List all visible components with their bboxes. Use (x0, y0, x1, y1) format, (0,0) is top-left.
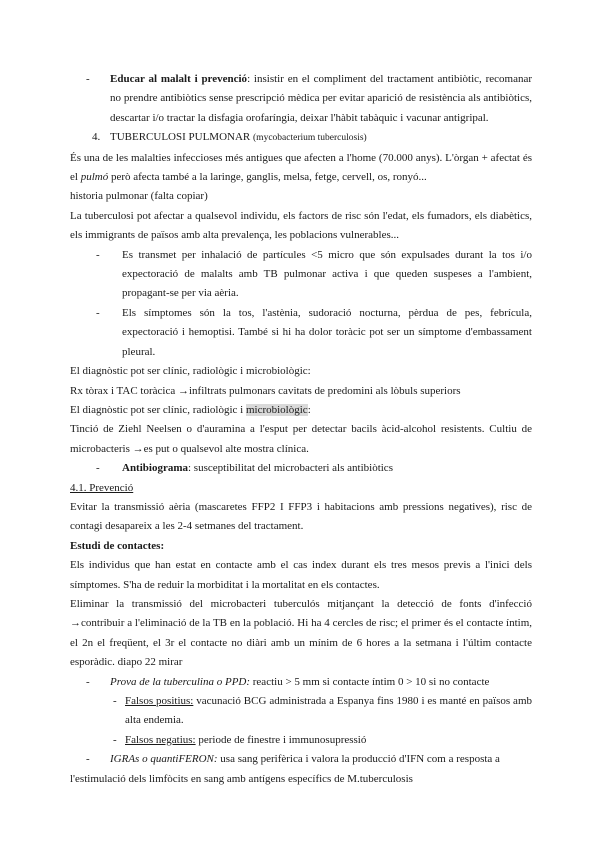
list-marker: - (113, 733, 117, 746)
para-eliminar-transmissio (70, 595, 532, 673)
list-marker: 4. (92, 131, 101, 144)
text-run: historia pulmonar (falta copiar) (70, 190, 208, 203)
text-run: : susceptibilitat del microbacteri als antibiòtics (188, 462, 393, 475)
para-individus-contacte (70, 556, 532, 595)
bullet-falsos-negatius (70, 731, 532, 750)
text-run: Rx tòrax i TAC toràcica →infiltrats pulmonars cavitats de predomini als lòbuls superiors (70, 384, 461, 397)
falsos-negatius-label: Falsos negatius: (125, 733, 196, 746)
para-tincio (70, 420, 532, 459)
para-diagnostic-2 (70, 401, 532, 420)
bullet-transmissio (70, 246, 532, 304)
text-run: Tinció de Ziehl Neelsen o d'auramina a l'esput per detectar bacils àcid-alcohol resistents. Cultiu de microbacteris →es put o qualsevol alte mostra clínica. (70, 423, 532, 455)
bullet-falsos-positius (70, 692, 532, 731)
ppd-label: Prova de la tuberculina o PPD: (110, 675, 251, 688)
section-heading: 4.1. Prevenció (70, 481, 134, 494)
text-run: El diagnòstic pot ser clínic, radiològic i microbiològic: (70, 365, 311, 378)
text-run: pulmó (80, 171, 109, 184)
text-run: l'estimulació dels limfòcits en sang amb antígens específics de M.tuberculosis (70, 772, 413, 785)
bullet-educar-prevencio (70, 70, 532, 128)
text-run: usa sang perifèrica i valora la producció d'IFN com a resposta a (217, 753, 500, 766)
text-run: Evitar la transmissió aèria (mascaretes FFP2 I FFP3 i habitacions amb pressions negatives), risc de contagi desapareix a les 2-4 setmanes del tractament. (70, 500, 532, 533)
para-evitar-transmissio (70, 498, 532, 537)
text-run: : (307, 403, 311, 416)
falsos-positius-label: Falsos positius: (125, 695, 194, 707)
list-marker: - (86, 753, 90, 766)
text-run: La tuberculosi pot afectar a qualsevol individu, els factors de risc són l'edat, els fumadors, els diabètics, els immigrants de països amb alta prevalença, les poblacions vulnerables... (70, 209, 532, 242)
text-run: : insistir en el compliment del tractament antibiòtic, recomanar no prendre antibiòtics sense prescripció mèdica per evitar aparició de resistència als antibiòtics, descartar i/o tractar la disfagia orofaríngia, deixar l'hàbit tabàquic i vacunar antigripal. (110, 73, 532, 124)
bullet-igras (70, 750, 532, 769)
highlighted-word: microbiològic (245, 403, 308, 416)
document-body (70, 70, 532, 789)
para-diagnostic-1 (70, 362, 532, 381)
heading-title: TUBERCULOSI PULMONAR (110, 131, 254, 144)
bullet-antibiograma (70, 459, 532, 478)
para-historia-pulmonar (70, 187, 532, 206)
heading-4-1-prevencio (70, 479, 532, 498)
list-marker: - (96, 306, 100, 319)
estudi-contactes-label: Estudi de contactes: (70, 539, 165, 552)
text-run: reactiu > 5 mm si contacte íntim 0 > 10 si no contacte (250, 675, 490, 688)
list-marker: - (86, 73, 90, 85)
text-run: Eliminar la transmissió del microbacteri tuberculós mitjançant la detecció de fonts d'infecció →contribuir a l'eliminació de la TB en la població. Hi ha 4 cercles de risc; el primer és el contacte íntim, el 2n el freqüent, el 3r el contacte no diàri amb un mínim de 6 hores a la setmana i l'últim contacte esporàdic. diapo 22 mirar (70, 597, 532, 669)
list-marker: - (96, 248, 100, 261)
para-estudi-contactes (70, 537, 532, 556)
igras-label: IGRAs o quantiFERON: (110, 753, 218, 766)
para-intro (70, 149, 532, 188)
heading-4-tuberculosi-pulmonar (70, 128, 532, 148)
list-marker: - (113, 695, 117, 707)
bullet-simptomes (70, 304, 532, 362)
text-run: Els símptomes són la tos, l'astènia, sudoració nocturna, pèrdua de pes, febrícula, expectoració i hemoptisi. També si hi ha dolor toràcic pot ser un símptome d'embassament pleural. (122, 306, 532, 358)
bullet-ppd (70, 673, 532, 692)
list-marker: - (96, 462, 100, 475)
heading-subtitle: (mycobacterium tuberculosis) (253, 133, 367, 144)
text-run: És una de les malalties infeccioses més antigues que afecten a l'home (70.000 anys). L'òrgan + afectat és el (70, 151, 532, 184)
text-run: periode de finestre i immunosupressió (195, 733, 367, 746)
text-run: Es transmet per inhalació de partícules <5 micro que són expulsades durant la tos i/o expectoració de malalts amb TB pulmonar activa i que queden suspeses a l'ambient, propagant-se per via aèria. (122, 248, 532, 300)
para-estimulacio (70, 770, 532, 789)
antibiograma-label: Antibiograma (122, 462, 188, 475)
text-run: El diagnòstic pot ser clínic, radiològic i (70, 403, 246, 416)
text-run: vacunació BCG administrada a Espanya fins 1980 i es manté en països amb alta endemia. (125, 695, 532, 727)
text-run: Els individus que han estat en contacte amb el cas index durant els tres mesos previs a l'inici dels símptomes. S'ha de reduir la morbiditat i la mortalitat en els contactes. (70, 559, 532, 591)
educar-label: Educar al malalt i prevenció (110, 73, 248, 85)
para-factors-risc (70, 207, 532, 246)
para-rx-torax (70, 382, 532, 401)
list-marker: - (86, 675, 90, 688)
text-run: però afecta també a la laringe, ganglis, melsa, fetge, cervell, os, ronyó... (108, 171, 427, 184)
